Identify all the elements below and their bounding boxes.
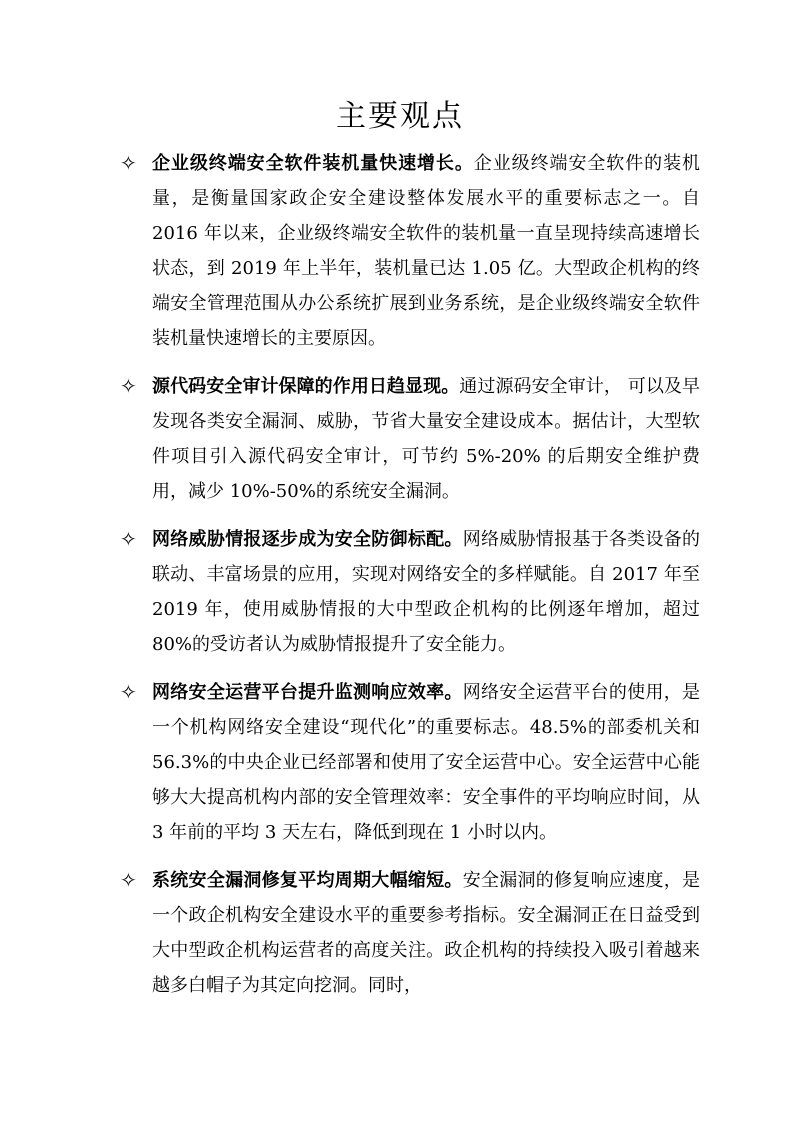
- key-point-text: 企业级终端安全软件的装机量，是衡量国家政企安全建设整体发展水平的重要标志之一。自 2016 年以来，企业级终端安全软件的装机量一直呈现持续高速增长状态，到 2019 年上半年，装机量已达 1.05 亿。大型政企机构的终端安全管理范围从办公系统扩展到业务系统，是企业级终端安全软件装机量快速增长的主要原因。: [152, 153, 701, 349]
- key-point-heading: 源代码安全审计保障的作用日趋显现。: [152, 376, 460, 397]
- key-point-heading: 企业级终端安全软件装机量快速增长。: [152, 153, 474, 174]
- key-point-text: 网络安全运营平台的使用，是一个机构网络安全建设“现代化”的重要标志。48.5%的部委机关和 56.3%的中央企业已经部署和使用了安全运营中心。安全运营中心能够大大提高机构内部的安全管理效率：安全事件的平均响应时间，从 3 年前的平均 3 天左右，降低到现在 1 小时以内。: [152, 682, 701, 843]
- diamond-bullet-icon: ✧: [120, 374, 137, 398]
- diamond-bullet-icon: ✧: [120, 527, 137, 551]
- key-point-item: [120, 863, 700, 1003]
- key-point-item: [120, 369, 700, 509]
- key-point-item: [120, 146, 700, 356]
- key-point-heading: 网络安全运营平台提升监测响应效率。: [152, 682, 463, 703]
- key-points-list: [120, 146, 700, 1016]
- diamond-bullet-icon: ✧: [120, 151, 137, 175]
- diamond-bullet-icon: ✧: [120, 680, 137, 704]
- key-point-item: [120, 522, 700, 662]
- key-point-heading: 系统安全漏洞修复平均周期大幅缩短。: [152, 870, 463, 891]
- key-point-item: [120, 675, 700, 850]
- key-point-heading: 网络威胁情报逐步成为安全防御标配。: [152, 529, 463, 550]
- key-point-text: 网络威胁情报基于各类设备的联动、丰富场景的应用，实现对网络安全的多样赋能。自 2017 年至 2019 年，使用威胁情报的大中型政企机构的比例逐年增加，超过 80%的受访者认为威胁情报提升了安全能力。: [152, 529, 701, 655]
- key-point-text: 通过源码安全审计， 可以及早发现各类安全漏洞、威胁，节省大量安全建设成本。据估计，大型软件项目引入源代码安全审计，可节约 5%-20% 的后期安全维护费用，减少 10%-50%的系统安全漏洞。: [152, 376, 700, 502]
- key-point-text: 安全漏洞的修复响应速度，是一个政企机构安全建设水平的重要参考指标。安全漏洞正在日益受到大中型政企机构运营者的高度关注。政企机构的持续投入吸引着越来越多白帽子为其定向挖洞。同时，: [152, 870, 701, 996]
- page-title: 主要观点: [336, 99, 464, 134]
- diamond-bullet-icon: ✧: [120, 868, 137, 892]
